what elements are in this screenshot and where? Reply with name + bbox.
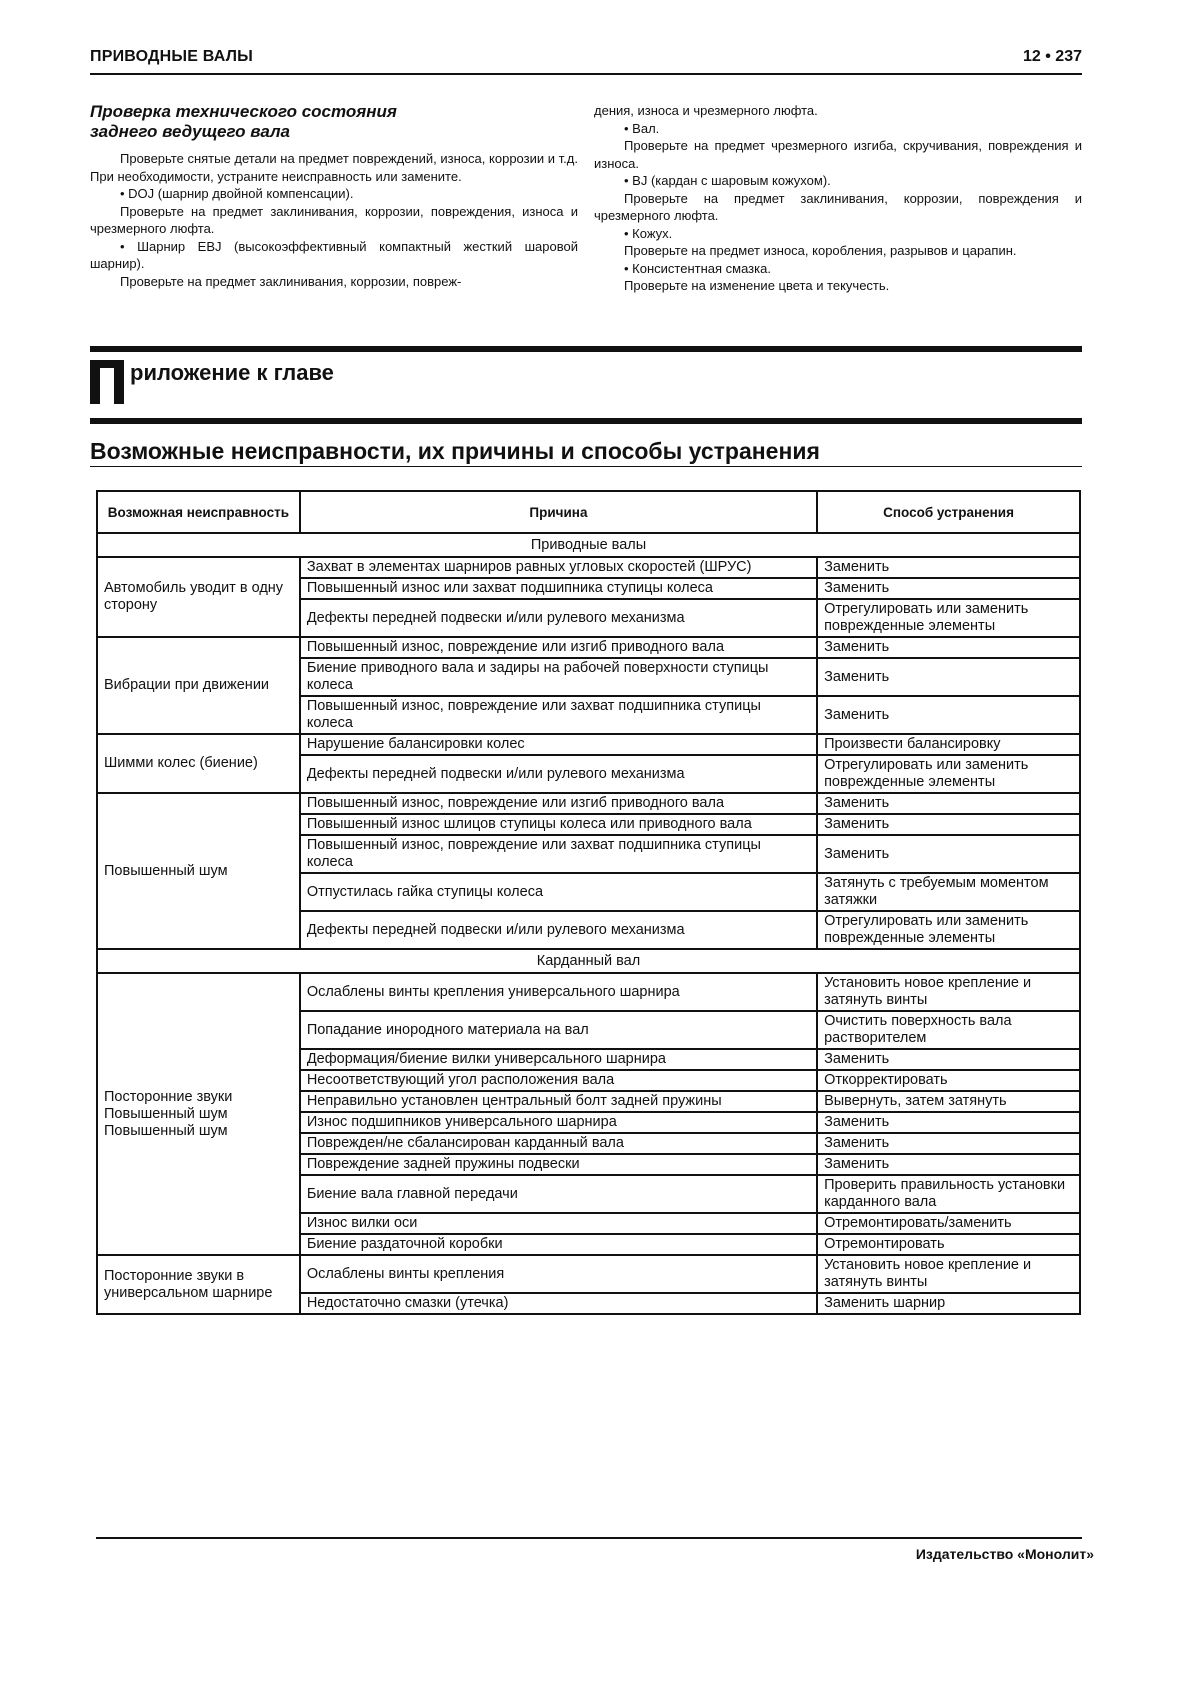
bullet-item: • Вал. xyxy=(624,120,660,136)
running-header xyxy=(90,44,1082,74)
paragraph: Проверьте на предмет заклинивания, коррозии, повреждения и чрезмерного люфта. xyxy=(594,190,1082,223)
right-column xyxy=(594,102,1082,295)
symptom-cell: Автомобиль уводит в одну сторону xyxy=(97,557,300,637)
symptom-cell: Шимми колес (биение) xyxy=(97,734,300,793)
remedy-cell: Заменить xyxy=(817,658,1080,696)
section-label: Карданный вал xyxy=(97,949,1080,973)
chapter-heading xyxy=(90,360,1082,410)
cause-cell: Неправильно установлен центральный болт задней пружины xyxy=(300,1091,817,1112)
cause-cell: Повышенный износ или захват подшипника ступицы колеса xyxy=(300,578,817,599)
table-section-row xyxy=(97,533,1080,557)
cause-cell: Дефекты передней подвески и/или рулевого механизма xyxy=(300,599,817,637)
cause-cell: Попадание инородного материала на вал xyxy=(300,1011,817,1049)
section-title-line1: Проверка технического состояния xyxy=(90,102,397,121)
troubleshooting-table xyxy=(96,490,1081,1315)
paragraph: Проверьте на предмет чрезмерного изгиба, скручивания, повреждения и износа. xyxy=(594,138,1082,171)
table-row xyxy=(97,973,1080,1011)
remedy-cell: Заменить xyxy=(817,696,1080,734)
cause-cell: Биение раздаточной коробки xyxy=(300,1234,817,1255)
section-label: Приводные валы xyxy=(97,533,1080,557)
cause-cell: Недостаточно смазки (утечка) xyxy=(300,1293,817,1314)
table-row xyxy=(97,1255,1080,1293)
remedy-cell: Заменить шарнир xyxy=(817,1293,1080,1314)
bullet-item: • DOJ (шарнир двойной компенсации). xyxy=(120,186,354,201)
paragraph: Проверьте на предмет заклинивания, коррозии, повреж- xyxy=(120,273,462,289)
remedy-cell: Заменить xyxy=(817,1112,1080,1133)
cause-cell: Захват в элементах шарниров равных угловых скоростей (ШРУС) xyxy=(300,557,817,578)
cause-cell: Повышенный износ, повреждение или изгиб приводного вала xyxy=(300,637,817,658)
paragraph: Проверьте снятые детали на предмет повреждений, износа, коррозии и т.д. При необходимости, устраните неисправность или замените. xyxy=(90,151,578,184)
remedy-cell: Заменить xyxy=(817,1049,1080,1070)
remedy-cell: Отрегулировать или заменить поврежденные элементы xyxy=(817,911,1080,949)
header-cause: Причина xyxy=(300,491,817,533)
header-remedy: Способ устранения xyxy=(817,491,1080,533)
remedy-cell: Проверить правильность установки карданного вала xyxy=(817,1175,1080,1213)
remedy-cell: Установить новое крепление и затянуть винты xyxy=(817,1255,1080,1293)
bullet-item: • BJ (кардан с шаровым кожухом). xyxy=(624,173,831,188)
table-row xyxy=(97,557,1080,578)
remedy-cell: Заменить xyxy=(817,637,1080,658)
header-divider xyxy=(90,73,1082,75)
cause-cell: Отпустилась гайка ступицы колеса xyxy=(300,873,817,911)
remedy-cell: Вывернуть, затем затянуть xyxy=(817,1091,1080,1112)
cause-cell: Повышенный износ, повреждение или захват подшипника ступицы колеса xyxy=(300,835,817,873)
running-header-title: ПРИВОДНЫЕ ВАЛЫ xyxy=(90,48,253,65)
symptom-cell: Посторонние звуки в универсальном шарнире xyxy=(97,1255,300,1314)
paragraph: Проверьте на предмет заклинивания, коррозии, повреждения, износа и чрезмерного люфта. xyxy=(90,203,578,236)
cause-cell: Повышенный износ шлицов ступицы колеса или приводного вала xyxy=(300,814,817,835)
table-header-row xyxy=(97,491,1080,533)
bullet-item: • Кожух. xyxy=(624,225,673,241)
remedy-cell: Заменить xyxy=(817,835,1080,873)
cause-cell: Дефекты передней подвески и/или рулевого механизма xyxy=(300,755,817,793)
cause-cell: Износ вилки оси xyxy=(300,1213,817,1234)
cause-cell: Ослаблены винты крепления xyxy=(300,1255,817,1293)
cause-cell: Дефекты передней подвески и/или рулевого механизма xyxy=(300,911,817,949)
remedy-cell: Отрегулировать или заменить поврежденные элементы xyxy=(817,755,1080,793)
bullet-item: • Шарнир EBJ (высокоэффективный компактный жесткий шаровой шарнир). xyxy=(90,238,578,271)
cause-cell: Нарушение балансировки колес xyxy=(300,734,817,755)
remedy-cell: Произвести балансировку xyxy=(817,734,1080,755)
remedy-cell: Заменить xyxy=(817,578,1080,599)
paragraph: Проверьте на предмет износа, коробления, разрывов и царапин. xyxy=(624,243,1017,258)
header-symptom: Возможная неисправность xyxy=(97,491,300,533)
cause-cell: Износ подшипников универсального шарнира xyxy=(300,1112,817,1133)
symptom-cell: Вибрации при движении xyxy=(97,637,300,734)
table-row xyxy=(97,637,1080,658)
bullet-item: • Консистентная смазка. xyxy=(624,260,771,276)
remedy-cell: Заменить xyxy=(817,814,1080,835)
remedy-cell: Заменить xyxy=(817,793,1080,814)
paragraph: дения, износа и чрезмерного люфта. xyxy=(594,103,818,118)
drop-cap-letter xyxy=(90,360,126,404)
page-number: 12 • 237 xyxy=(1023,48,1082,65)
remedy-cell: Заменить xyxy=(817,1154,1080,1175)
remedy-cell: Откорректировать xyxy=(817,1070,1080,1091)
chapter-title: риложение к главе xyxy=(130,360,334,385)
cause-cell: Несоответствующий угол расположения вала xyxy=(300,1070,817,1091)
cause-cell: Деформация/биение вилки универсального шарнира xyxy=(300,1049,817,1070)
symptom-cell: Повышенный шум xyxy=(97,793,300,949)
table-row xyxy=(97,793,1080,814)
chapter-divider-bottom xyxy=(90,418,1082,424)
remedy-cell: Очистить поверхность вала растворителем xyxy=(817,1011,1080,1049)
remedy-cell: Отремонтировать xyxy=(817,1234,1080,1255)
chapter-divider-top xyxy=(90,346,1082,352)
table-row xyxy=(97,734,1080,755)
remedy-cell: Заменить xyxy=(817,1133,1080,1154)
table-title: Возможные неисправности, их причины и способы устранения xyxy=(90,438,820,464)
cause-cell: Биение приводного вала и задиры на рабочей поверхности ступицы колеса xyxy=(300,658,817,696)
cause-cell: Поврежден/не сбалансирован карданный вала xyxy=(300,1133,817,1154)
left-column xyxy=(90,102,578,290)
remedy-cell: Заменить xyxy=(817,557,1080,578)
paragraph: Проверьте на изменение цвета и текучесть. xyxy=(624,278,890,293)
publisher-label: Издательство «Монолит» xyxy=(915,1546,1094,1562)
symptom-cell: Посторонние звуки Повышенный шум Повышенный шум xyxy=(97,973,300,1255)
footer-divider xyxy=(96,1537,1082,1539)
cause-cell: Повреждение задней пружины подвески xyxy=(300,1154,817,1175)
table-title-underline xyxy=(90,466,1082,467)
cause-cell: Биение вала главной передачи xyxy=(300,1175,817,1213)
remedy-cell: Затянуть с требуемым моментом затяжки xyxy=(817,873,1080,911)
remedy-cell: Отремонтировать/заменить xyxy=(817,1213,1080,1234)
remedy-cell: Отрегулировать или заменить поврежденные элементы xyxy=(817,599,1080,637)
cause-cell: Ослаблены винты крепления универсального шарнира xyxy=(300,973,817,1011)
remedy-cell: Установить новое крепление и затянуть винты xyxy=(817,973,1080,1011)
section-title-line2: заднего ведущего вала xyxy=(90,122,291,141)
cause-cell: Повышенный износ, повреждение или изгиб приводного вала xyxy=(300,793,817,814)
text-columns xyxy=(90,102,1082,328)
cause-cell: Повышенный износ, повреждение или захват подшипника ступицы колеса xyxy=(300,696,817,734)
table-section-row xyxy=(97,949,1080,973)
section-title xyxy=(90,102,578,142)
